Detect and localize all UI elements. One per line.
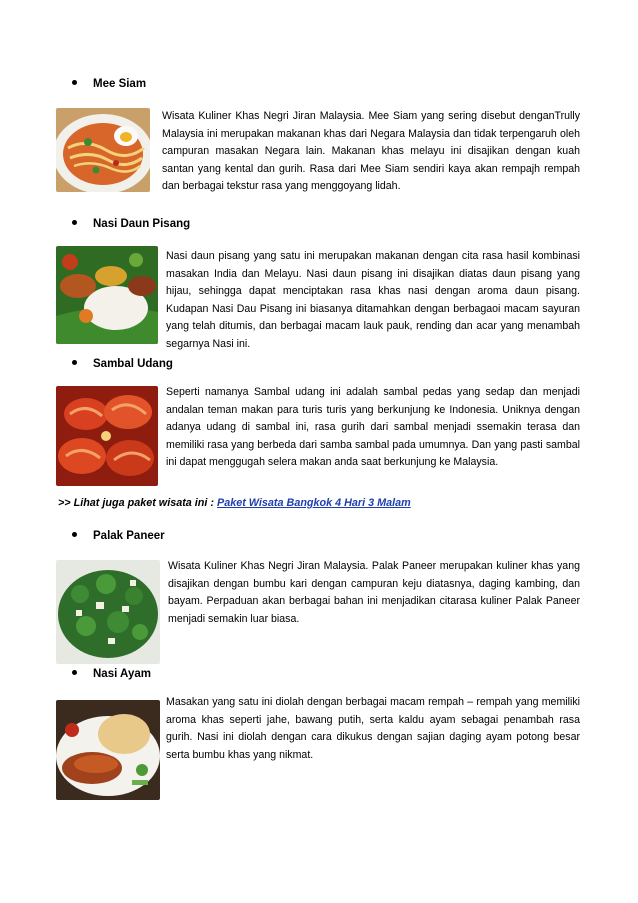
section-text: Seperti namanya Sambal udang ini adalah sambal pedas yang sedap dan menjadi andalan teman makan para turis turis yang berkunjung ke Indonesia. Uniknya dengan adanya udang di sambal ini, rasa gurih dari sambal menjadi ssemakin terasa dan memiliki rasa yang berbeda dari samba sambal pada umumnya. Dan yang pasti sambal ini dapat menggugah selera makan anda saat berkunjung ke Malaysia. [166, 386, 580, 469]
see-also-line [58, 497, 411, 509]
section-heading-sambal-udang [72, 358, 173, 370]
section-text: Wisata Kuliner Khas Negri Jiran Malaysia. Palak Paneer merupakan kuliner khas yang disajikan dengan bumbu kari dengan campuran keju diatasnya, daging kambing, dan bayam. Perpaduan akan berbagai bahan ini menjadikan citarasa kuliner Palak Paneer menjadi semakin luar biasa. [168, 560, 580, 625]
section-heading-palak-paneer [72, 530, 165, 542]
see-also-prefix: >> Lihat juga paket wisata ini : [58, 497, 217, 509]
section-text: Nasi daun pisang yang satu ini merupakan makanan dengan cita rasa hasil kombinasi masakan India dan Melayu. Nasi daun pisang ini disajikan diatas daun pisang yang hijau, sehingga dapat menciptakan rasa khas nasi dengan aroma daun pisang. Kudapan Nasi Dau Pisang ini biasanya ditamahkan dengan berbagaoi macam sayuran yang telah ditumis, dan berbagai macam lauk pauk, rending dan acar yang menambah segarnya Nasi ini. [166, 250, 580, 350]
bullet-icon [72, 80, 77, 85]
bullet-icon [72, 670, 77, 675]
section-heading-nasi-ayam [72, 668, 151, 680]
palak-paneer-photo [56, 560, 160, 664]
section-title: Nasi Daun Pisang [93, 218, 191, 230]
nasi-ayam-photo [56, 700, 160, 800]
mee-siam-photo [56, 108, 150, 192]
section-title: Mee Siam [93, 78, 147, 90]
section-title: Sambal Udang [93, 358, 173, 370]
see-also-link[interactable]: Paket Wisata Bangkok 4 Hari 3 Malam [217, 497, 411, 509]
sambal-udang-photo [56, 386, 158, 486]
bullet-icon [72, 220, 77, 225]
section-text: Wisata Kuliner Khas Negri Jiran Malaysia. Mee Siam yang sering disebut denganTrully Malaysia ini merupakan makanan khas dari Negara Malaysia dan tidak terpengaruh oleh campuran masakan Negara lain. Makanan khas melayu ini disajikan dengan kuah santan yang kental dan gurih. Rasa dari Mee Siam sendiri kaya akan rempajh rempah dan berbagai tekstur rasa yang menggoyang lidah. [162, 110, 580, 193]
bullet-icon [72, 360, 77, 365]
bullet-icon [72, 532, 77, 537]
nasi-daun-pisang-photo [56, 246, 158, 344]
section-heading-nasi-daun-pisang [72, 218, 190, 230]
section-title: Nasi Ayam [93, 668, 151, 680]
section-title: Palak Paneer [93, 530, 165, 542]
section-heading-mee-siam [72, 78, 146, 90]
section-text: Masakan yang satu ini diolah dengan berbagai macam rempah – rempah yang memiliki aroma khas seperti jahe, bawang putih, serta kaldu ayam sebagai penambah rasa gurih. Nasi ini diolah dengan cara dikukus dengan sajian daging ayam potong besar serta bumbu khas yang nikmat. [166, 696, 580, 761]
